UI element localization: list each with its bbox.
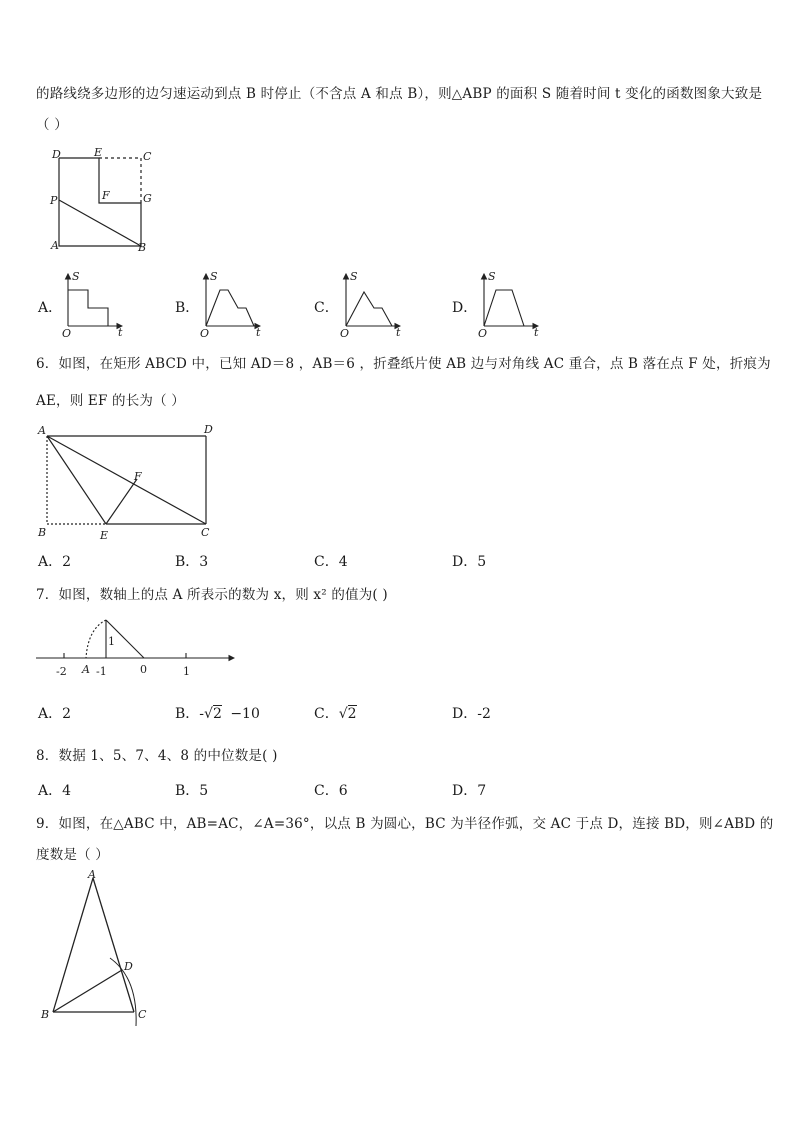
q6-label-C: C <box>201 526 210 539</box>
q5-option-c-label: C． <box>314 300 339 316</box>
q5-option-c-graph <box>338 270 408 340</box>
q9-label-D: D <box>124 960 133 973</box>
q7-tick-one: 1 <box>183 665 190 678</box>
q9-stem-line1: 9．如图，在△ABC 中，AB=AC，∠A=36°，以点 B 为圆心，BC 为半径作弧，交 AC 于点 D，连接 BD，则∠ABD 的 <box>36 816 774 832</box>
q7-option-b-sqrt: √2 <box>204 706 222 722</box>
q6-label-D: D <box>204 423 213 436</box>
q5-option-a-graph <box>60 270 130 340</box>
q9-stem-line2: 度数是（ ） <box>36 847 109 863</box>
q8-option-c: C．6 <box>314 783 348 799</box>
q5-option-a-label: A． <box>38 300 63 316</box>
q7-label-A: A <box>82 663 90 676</box>
q5-label-G: G <box>143 192 152 205</box>
q5b-x-label: t <box>256 326 261 339</box>
q5b-origin-label: O <box>200 327 210 340</box>
q7-option-b-suffix: −10 <box>230 706 260 722</box>
q7-option-b-prefix: B．- <box>175 706 205 722</box>
q5-label-C: C <box>143 150 152 163</box>
q9-label-C: C <box>138 1008 147 1021</box>
q5-stem-line1: 的路线绕多边形的边匀速运动到点 B 时停止（不含点 A 和点 B），则△ABP 的面积 S 随着时间 t 变化的函数图象大致是 <box>36 86 763 102</box>
q7-option-a: A．2 <box>38 706 72 722</box>
q5b-y-label: S <box>210 270 218 283</box>
q5a-y-label: S <box>72 270 80 283</box>
q7-option-c-sqrt: √2 <box>338 706 357 722</box>
q6-option-b: B．3 <box>175 554 209 570</box>
q6-label-A: A <box>38 424 46 437</box>
q5c-x-label: t <box>396 326 401 339</box>
q7-tick-minus1: -1 <box>96 665 107 678</box>
q7-tick-zero: 0 <box>140 663 147 676</box>
q5c-y-label: S <box>350 270 358 283</box>
q5-label-F: F <box>102 189 110 202</box>
q5-label-A: A <box>51 239 59 252</box>
q7-option-b <box>175 703 260 723</box>
q5-label-D: D <box>52 148 61 161</box>
q6-label-E: E <box>100 529 109 542</box>
q7-side-label: 1 <box>108 635 115 648</box>
q5-label-P: P <box>50 194 58 207</box>
q8-option-d: D．7 <box>452 783 487 799</box>
q6-rectangle-figure <box>34 420 234 545</box>
q7-option-c <box>314 703 357 723</box>
q5-option-d-label: D． <box>452 300 478 316</box>
q7-option-c-prefix: C． <box>314 706 339 722</box>
q5-option-b-label: B． <box>175 300 200 316</box>
q6-stem-line2: AE，则 EF 的长为（ ） <box>36 393 185 409</box>
q5-stem-line2: （ ） <box>36 117 68 133</box>
q5-label-B: B <box>138 241 147 254</box>
q5d-origin-label: O <box>478 327 488 340</box>
q5-option-b-graph <box>198 270 268 340</box>
q9-triangle-figure <box>38 866 168 1031</box>
q8-option-b: B．5 <box>175 783 209 799</box>
q6-label-B: B <box>38 526 47 539</box>
q6-option-c: C．4 <box>314 554 348 570</box>
q6-stem-line1: 6．如图，在矩形 ABCD 中，已知 AD＝8 ，AB＝6 ，折叠纸片使 AB 边与对角线 AC 重合，点 B 落在点 F 处，折痕为 <box>36 356 771 372</box>
q5d-y-label: S <box>488 270 496 283</box>
q5d-x-label: t <box>534 326 539 339</box>
q5-label-E: E <box>94 146 103 159</box>
q5a-x-label: t <box>118 326 123 339</box>
q7-option-d: D．-2 <box>452 706 491 722</box>
q8-stem: 8．数据 1、5、7、4、8 的中位数是( ) <box>36 748 278 764</box>
q5a-origin-label: O <box>62 327 72 340</box>
q6-label-F: F <box>134 470 142 483</box>
q6-option-d: D．5 <box>452 554 487 570</box>
q6-option-a: A．2 <box>38 554 72 570</box>
q7-tick-minus2: -2 <box>56 665 67 678</box>
q7-stem: 7．如图，数轴上的点 A 所表示的数为 x，则 x² 的值为( ) <box>36 587 388 603</box>
q9-label-A: A <box>88 868 96 881</box>
q5-option-d-graph <box>476 270 546 340</box>
q5-polygon-figure <box>44 148 174 258</box>
q8-option-a: A．4 <box>38 783 72 799</box>
q5c-origin-label: O <box>340 327 350 340</box>
q7-number-line-figure <box>36 615 246 680</box>
q9-label-B: B <box>41 1008 50 1021</box>
